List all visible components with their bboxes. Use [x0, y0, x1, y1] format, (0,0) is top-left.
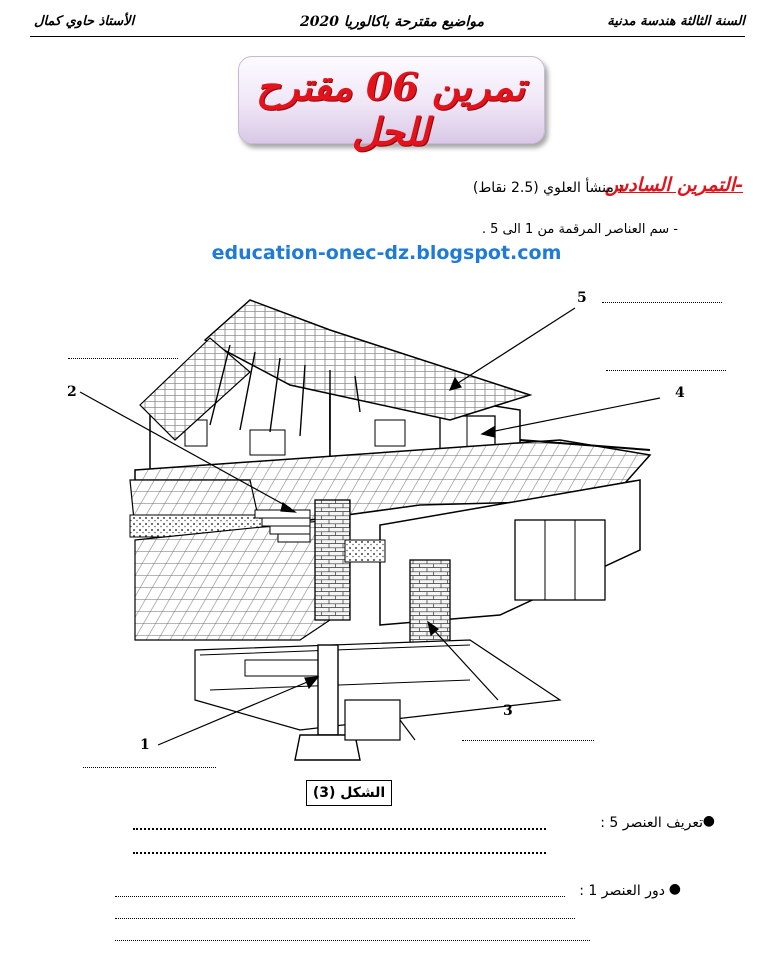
figure-label-3: 3	[503, 703, 513, 719]
banner-title: تمرين 06 مقترح للحل	[256, 64, 525, 154]
figure-caption: الشكل (3)	[306, 780, 392, 806]
answer-line-3[interactable]	[462, 740, 594, 741]
exercise-subtitle: : منشأ العلوي (2.5 نقاط)	[472, 180, 623, 196]
answer-line-2[interactable]	[68, 358, 178, 359]
figure-label-5: 5	[577, 290, 587, 306]
answer-line-5[interactable]	[602, 302, 722, 303]
answer-line-q2b[interactable]	[115, 918, 575, 919]
exercise-title: -التمرين السادس	[605, 174, 743, 196]
figure-label-2: 2	[67, 384, 77, 400]
watermark-link[interactable]: education-onec-dz.blogspot.com	[211, 242, 562, 264]
answer-line-4[interactable]	[606, 370, 726, 371]
answer-line-q1b[interactable]	[133, 852, 546, 854]
header-subject-label: مواضيع مقترحة باكالوريا 2020	[300, 14, 484, 30]
question-2-text: دور العنصر 1 :	[579, 883, 665, 899]
answer-line-q2a[interactable]	[115, 896, 565, 897]
answer-line-q1a[interactable]	[133, 828, 546, 830]
question-1-text: تعريف العنصر 5 :	[600, 815, 703, 831]
bullet-icon: ●	[702, 813, 715, 829]
answer-line-1[interactable]	[83, 767, 216, 768]
exercise-task: - سم العناصر المرقمة من 1 الى 5 .	[481, 222, 678, 237]
header-teacher-label: الأستاذ حاوي كمال	[34, 14, 135, 29]
figure-label-1: 1	[140, 737, 150, 753]
bullet-icon: ●	[668, 881, 681, 897]
answer-line-q2c[interactable]	[115, 940, 590, 941]
figure-label-4: 4	[675, 385, 685, 401]
header-class-label: السنة الثالثة هندسة مدنية	[607, 14, 745, 29]
